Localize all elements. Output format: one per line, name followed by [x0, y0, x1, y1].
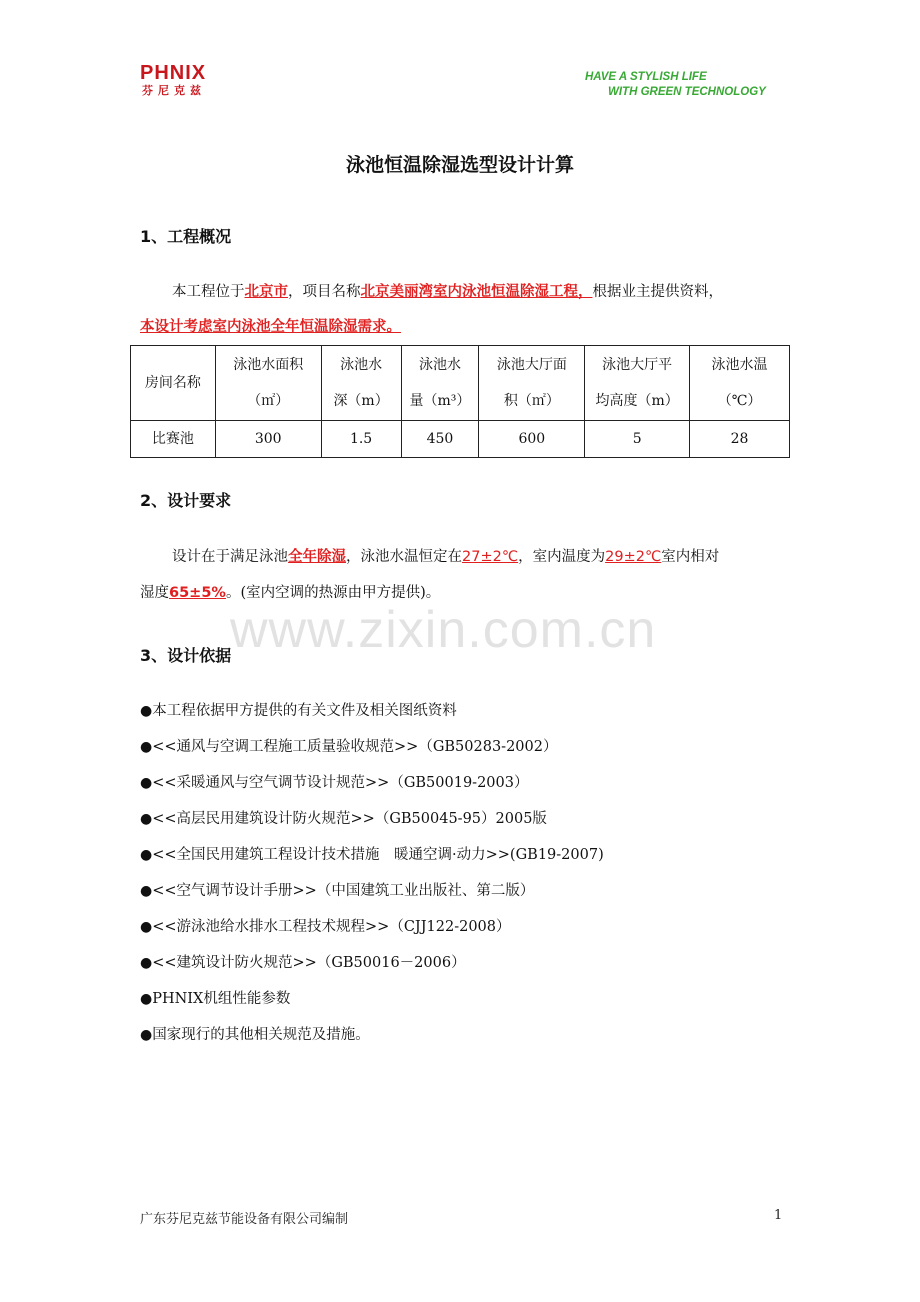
- bullet-icon: ●: [140, 883, 153, 899]
- list-item: ●<<空气调节设计手册>>（中国建筑工业出版社、第二版）: [140, 883, 535, 899]
- table-header-cell: 泳池大厅面 积（㎡）: [479, 346, 585, 421]
- bullet-icon: ●: [140, 1027, 153, 1043]
- table-cell: 450: [401, 421, 479, 458]
- bullet-icon: ●: [140, 991, 153, 1007]
- section-1-heading: 1、工程概况: [140, 227, 232, 246]
- table-header-row: [131, 346, 790, 421]
- brand-logo-chinese: 芬尼克兹: [142, 84, 206, 97]
- slogan-line-1: HAVE A STYLISH LIFE: [585, 71, 707, 83]
- page-number: 1: [774, 1208, 783, 1223]
- bullet-icon: ●: [140, 811, 153, 827]
- table-cell: 300: [215, 421, 321, 458]
- humidity-highlight: 65±5%: [169, 585, 226, 601]
- slogan-line-2: WITH GREEN TECHNOLOGY: [608, 86, 766, 98]
- list-item: ●<<采暖通风与空气调节设计规范>>（GB50019-2003）: [140, 775, 529, 791]
- bullet-icon: ●: [140, 703, 153, 719]
- list-item: ●<<通风与空调工程施工质量验收规范>>（GB50283-2002）: [140, 739, 558, 755]
- dehumidify-highlight: 全年除湿: [288, 549, 346, 565]
- bullet-icon: ●: [140, 739, 153, 755]
- list-item: ●<<建筑设计防火规范>>（GB50016－2006）: [140, 955, 466, 971]
- table-cell: 比赛池: [131, 421, 216, 458]
- table-header-cell: 泳池水 量（m³）: [401, 346, 479, 421]
- section-2-paragraph-line-2: 湿度65±5%。(室内空调的热源由甲方提供)。: [140, 585, 441, 601]
- list-item: ●PHNIX机组性能参数: [140, 991, 291, 1007]
- bullet-icon: ●: [140, 847, 153, 863]
- table-cell: 600: [479, 421, 585, 458]
- list-item: ●国家现行的其他相关规范及措施。: [140, 1027, 370, 1043]
- bullet-icon: ●: [140, 955, 153, 971]
- list-item: ●<<游泳池给水排水工程技术规程>>（CJJ122-2008）: [140, 919, 511, 935]
- list-item: ●本工程依据甲方提供的有关文件及相关图纸资料: [140, 703, 457, 719]
- table-header-cell: 泳池大厅平 均高度（m）: [585, 346, 690, 421]
- section-1-requirement: 本设计考虑室内泳池全年恒温除湿需求。: [140, 319, 401, 335]
- room-temp-highlight: 29±2℃: [605, 549, 662, 565]
- list-item: ●<<高层民用建筑设计防火规范>>（GB50045-95）2005版: [140, 811, 547, 827]
- list-item: ●<<全国民用建筑工程设计技术措施 暖通空调·动力>>(GB19-2007): [140, 847, 604, 863]
- pool-spec-table: [130, 345, 790, 458]
- document-title: 泳池恒温除湿选型设计计算: [345, 154, 574, 176]
- section-2-heading: 2、设计要求: [140, 491, 232, 510]
- section-3-heading: 3、设计依据: [140, 646, 232, 665]
- bullet-icon: ●: [140, 775, 153, 791]
- section-2-paragraph-line-1: 设计在于满足泳池全年除湿，泳池水温恒定在27±2℃，室内温度为29±2℃室内相对: [172, 549, 720, 565]
- table-header-cell: 房间名称: [131, 346, 216, 421]
- table-cell: 1.5: [321, 421, 401, 458]
- table-row: [131, 421, 790, 458]
- brand-logo-text: PHNIX: [140, 62, 207, 84]
- table-cell: 28: [690, 421, 790, 458]
- table-header-cell: 泳池水温 （℃）: [690, 346, 790, 421]
- table-header-cell: 泳池水 深（m）: [321, 346, 401, 421]
- footer-company: 广东芬尼克兹节能设备有限公司编制: [140, 1212, 349, 1227]
- project-location: 北京市: [244, 284, 288, 300]
- watermark: www.zixin.com.cn: [230, 601, 657, 659]
- table-header-cell: 泳池水面积 （㎡）: [215, 346, 321, 421]
- project-name: 北京美丽湾室内泳池恒温除湿工程，: [360, 284, 593, 300]
- bullet-icon: ●: [140, 919, 153, 935]
- water-temp-highlight: 27±2℃: [462, 549, 519, 565]
- section-1-paragraph: 本工程位于北京市，项目名称北京美丽湾室内泳池恒温除湿工程，根据业主提供资料，: [172, 284, 723, 300]
- table-cell: 5: [585, 421, 690, 458]
